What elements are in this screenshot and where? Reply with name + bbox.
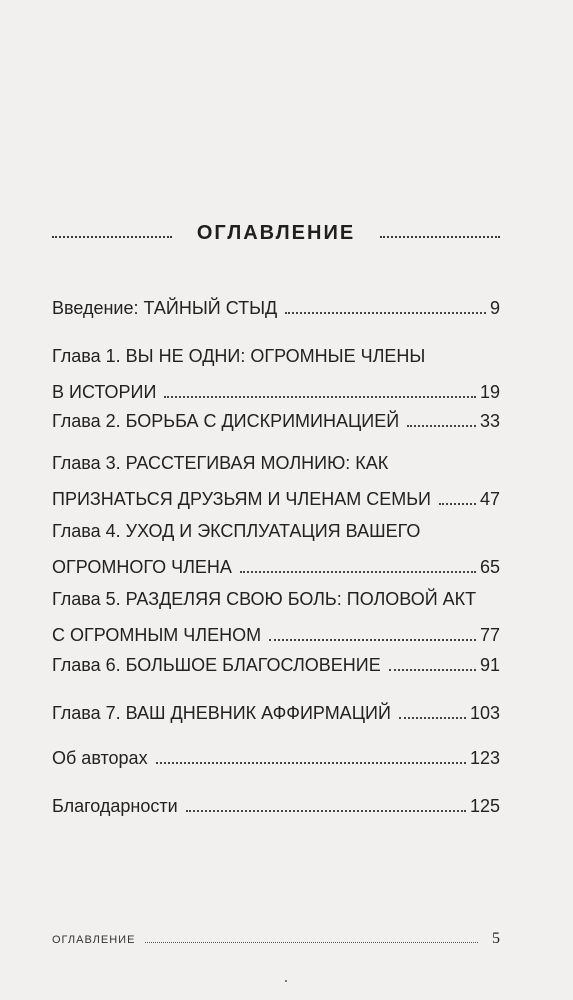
running-footer-label: ОГЛАВЛЕНИЕ	[52, 934, 136, 946]
toc-entry	[52, 518, 500, 580]
toc-entry-title-line1: Глава 1. ВЫ НЕ ОДНИ: ОГРОМНЫЕ ЧЛЕНЫ	[52, 346, 426, 366]
toc-heading-row	[52, 222, 500, 252]
toc-page-number: 47	[479, 489, 500, 509]
toc-entry	[52, 700, 500, 726]
toc-entry-title: Глава 7. ВАШ ДНЕВНИК АФФИРМАЦИЙ	[52, 703, 391, 723]
toc-entry-title-line2: С ОГРОМНЫМ ЧЛЕНОМ	[52, 625, 262, 645]
toc-entry-title-line2: ПРИЗНАТЬСЯ ДРУЗЬЯМ И ЧЛЕНАМ СЕМЬИ	[52, 489, 431, 509]
page-number: 5	[492, 930, 500, 947]
toc-page-number: 103	[469, 703, 500, 723]
toc-dotted-leader	[186, 810, 466, 812]
toc-entry-title-line1: Глава 3. РАССТЕГИВАЯ МОЛНИЮ: КАК	[52, 453, 389, 473]
toc-page-number: 9	[489, 298, 500, 318]
heading-dotted-rule-right	[380, 236, 500, 238]
toc-entry-title-line1: Глава 4. УХОД И ЭКСПЛУАТАЦИЯ ВАШЕГО	[52, 521, 421, 541]
toc-entry-title: Глава 2. БОРЬБА С ДИСКРИМИНАЦИЕЙ	[52, 411, 400, 431]
toc-entry-title-line2: ОГРОМНОГО ЧЛЕНА	[52, 557, 232, 577]
toc-entry-title: Введение: ТАЙНЫЙ СТЫД	[52, 298, 278, 318]
toc-entry-title: Благодарности	[52, 796, 178, 816]
page-footer	[52, 930, 500, 950]
toc-entry	[52, 745, 500, 771]
page-title: ОГЛАВЛЕНИЕ	[196, 222, 356, 244]
toc-entry	[52, 343, 500, 405]
toc-entry	[52, 586, 500, 648]
toc-entry	[52, 793, 500, 819]
toc-dotted-leader	[269, 639, 476, 641]
toc-entry-title: Глава 6. БОЛЬШОЕ БЛАГОСЛОВЕНИЕ	[52, 655, 381, 675]
toc-entry	[52, 652, 500, 678]
toc-entry-title-line1: Глава 5. РАЗДЕЛЯЯ СВОЮ БОЛЬ: ПОЛОВОЙ АКТ	[52, 589, 477, 609]
toc-entry-title: Об авторах	[52, 748, 148, 768]
toc-entry	[52, 450, 500, 512]
toc-page-number: 91	[479, 655, 500, 675]
toc-dotted-leader	[407, 425, 476, 427]
toc-dotted-leader	[156, 762, 466, 764]
toc-dotted-leader	[439, 503, 476, 505]
toc-page-number: 125	[469, 796, 500, 816]
toc-entry	[52, 408, 500, 434]
toc-dotted-leader	[240, 571, 476, 573]
paper-speck	[285, 980, 287, 982]
toc-page-number: 65	[479, 557, 500, 577]
toc-page-number: 77	[479, 625, 500, 645]
toc-dotted-leader	[399, 717, 466, 719]
toc-dotted-leader	[164, 396, 476, 398]
toc-entry-title-line2: В ИСТОРИИ	[52, 382, 157, 402]
toc-dotted-leader	[285, 312, 486, 314]
toc-page-number: 123	[469, 748, 500, 768]
toc-page-number: 19	[479, 382, 500, 402]
toc-page-number: 33	[479, 411, 500, 431]
toc-dotted-leader	[389, 669, 476, 671]
footer-dotted-leader	[145, 942, 478, 943]
toc-entry	[52, 295, 500, 321]
